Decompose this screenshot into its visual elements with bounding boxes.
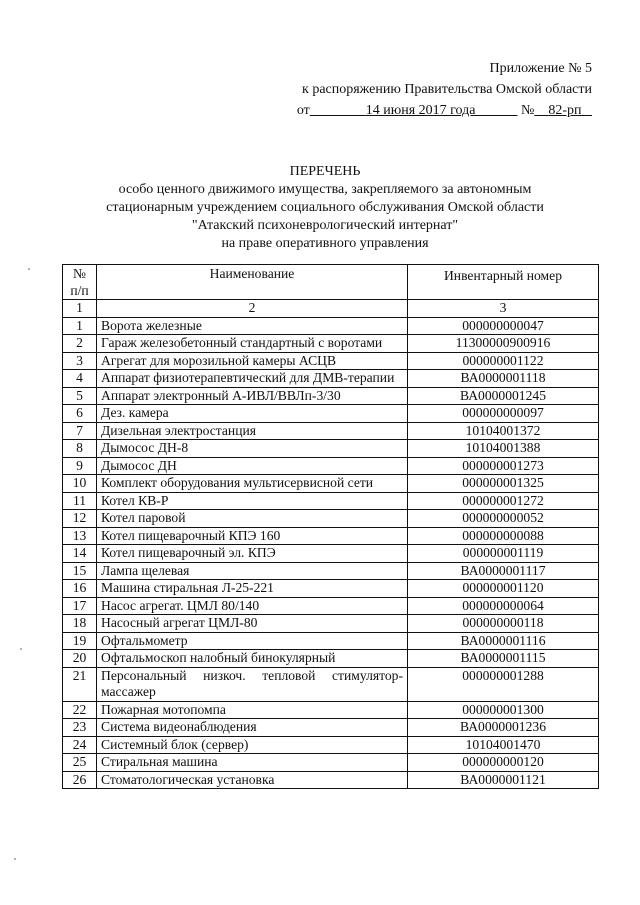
appendix-reference: к распоряжению Правительства Омской области (302, 82, 592, 97)
index-cell-1: 1 (63, 300, 97, 318)
row-number: 24 (63, 736, 97, 754)
row-number: 10 (63, 475, 97, 493)
row-number: 26 (63, 771, 97, 789)
inventory-table (62, 264, 599, 789)
row-name: Лампа щелевая (97, 562, 408, 580)
row-inventory-number: 000000001273 (408, 457, 599, 475)
row-name: Котел паровой (97, 510, 408, 528)
title-line-3: "Атакский психоневрологический интернат" (191, 218, 459, 233)
appendix-date-value: 14 июня 2017 года (365, 103, 476, 118)
row-name: Гараж железобетонный стандартный с воротами (97, 335, 408, 353)
row-inventory-number: 000000001119 (408, 545, 599, 563)
appendix-number-label: № (520, 103, 535, 118)
row-inventory-number: 10104001372 (408, 422, 599, 440)
row-name: Агрегат для морозильной камеры АСЦВ (97, 352, 408, 370)
row-number: 22 (63, 701, 97, 719)
row-number: 4 (63, 370, 97, 388)
row-number: 20 (63, 650, 97, 668)
appendix-date-line (297, 100, 592, 121)
row-name: Дизельная электростанция (97, 422, 408, 440)
appendix-number-value: 82-рп (548, 103, 582, 118)
table-row (63, 701, 599, 719)
row-inventory-number: 000000000052 (408, 510, 599, 528)
row-name: Дымосос ДН (97, 457, 408, 475)
row-inventory-number: ВА0000001118 (408, 370, 599, 388)
appendix-number (534, 103, 592, 118)
title-line-2: стационарным учреждением социального обслуживания Омской области (106, 200, 544, 215)
row-number: 15 (63, 562, 97, 580)
row-number: 5 (63, 387, 97, 405)
row-number: 7 (63, 422, 97, 440)
table-row (63, 597, 599, 615)
appendix-date (310, 103, 518, 118)
row-inventory-number: 000000001272 (408, 492, 599, 510)
row-name: Персональный низкоч. тепловой стимулятор-массажер (97, 667, 408, 701)
row-name: Офтальмометр (97, 632, 408, 650)
table-row (63, 352, 599, 370)
row-name: Котел КВ-Р (97, 492, 408, 510)
header-name: Наименование (97, 265, 408, 300)
table-row (63, 580, 599, 598)
row-inventory-number: 000000000088 (408, 527, 599, 545)
row-number: 3 (63, 352, 97, 370)
index-cell-2: 2 (97, 300, 408, 318)
table-header-row (63, 265, 599, 300)
row-inventory-number: 000000000118 (408, 615, 599, 633)
row-inventory-number: ВА0000001115 (408, 650, 599, 668)
header-number-line-1: № (73, 266, 86, 281)
row-number: 25 (63, 754, 97, 772)
table-index-row (63, 300, 599, 318)
row-name: Насосный агрегат ЦМЛ-80 (97, 615, 408, 633)
row-number: 23 (63, 719, 97, 737)
header-number (63, 265, 97, 300)
table-row (63, 492, 599, 510)
table-row (63, 387, 599, 405)
row-inventory-number: ВА0000001236 (408, 719, 599, 737)
row-name: Стиральная машина (97, 754, 408, 772)
table-row (63, 754, 599, 772)
row-inventory-number: 10104001470 (408, 736, 599, 754)
index-cell-3: 3 (408, 300, 599, 318)
table-row (63, 335, 599, 353)
table-row (63, 405, 599, 423)
table-row (63, 650, 599, 668)
table-row (63, 632, 599, 650)
row-inventory-number: 000000000097 (408, 405, 599, 423)
row-number: 2 (63, 335, 97, 353)
table-row (63, 440, 599, 458)
row-inventory-number: 000000001120 (408, 580, 599, 598)
row-inventory-number: 000000000047 (408, 317, 599, 335)
scan-speck (20, 648, 22, 650)
row-name: Системный блок (сервер) (97, 736, 408, 754)
row-name: Комплект оборудования мультисервисной сети (97, 475, 408, 493)
row-number: 11 (63, 492, 97, 510)
row-inventory-number: ВА0000001245 (408, 387, 599, 405)
row-name: Дез. камера (97, 405, 408, 423)
table-body (63, 317, 599, 789)
table-row (63, 771, 599, 789)
table-row (63, 615, 599, 633)
row-inventory-number: ВА0000001116 (408, 632, 599, 650)
row-number: 8 (63, 440, 97, 458)
row-inventory-number: 000000001325 (408, 475, 599, 493)
row-name: Система видеонаблюдения (97, 719, 408, 737)
table-row (63, 562, 599, 580)
row-name: Котел пищеварочный эл. КПЭ (97, 545, 408, 563)
row-number: 6 (63, 405, 97, 423)
row-inventory-number: 000000001122 (408, 352, 599, 370)
row-name: Пожарная мотопомпа (97, 701, 408, 719)
row-inventory-number: 000000001288 (408, 667, 599, 701)
row-name: Насос агрегат. ЦМЛ 80/140 (97, 597, 408, 615)
row-name: Аппарат физиотерапевтический для ДМВ-терапии (97, 370, 408, 388)
appendix-title: Приложение № 5 (489, 61, 592, 76)
table-row (63, 510, 599, 528)
row-name: Дымосос ДН-8 (97, 440, 408, 458)
header-number-line-2: п/п (70, 283, 89, 298)
row-number: 12 (63, 510, 97, 528)
table-row (63, 317, 599, 335)
row-name: Ворота железные (97, 317, 408, 335)
row-name: Котел пищеварочный КПЭ 160 (97, 527, 408, 545)
row-number: 13 (63, 527, 97, 545)
table-row (63, 545, 599, 563)
row-inventory-number: 11300000900916 (408, 335, 599, 353)
title-line-1: особо ценного движимого имущества, закрепляемого за автономным (118, 182, 532, 197)
row-inventory-number: 000000000064 (408, 597, 599, 615)
scan-speck (14, 858, 16, 860)
appendix-from-label: от (296, 103, 310, 118)
row-number: 9 (63, 457, 97, 475)
row-inventory-number: ВА0000001117 (408, 562, 599, 580)
title-line-4: на праве оперативного управления (221, 236, 429, 251)
row-inventory-number: 000000000120 (408, 754, 599, 772)
header-inventory-number: Инвентарный номер (408, 265, 599, 300)
row-name: Машина стиральная Л-25-221 (97, 580, 408, 598)
row-inventory-number: 000000001300 (408, 701, 599, 719)
table-row (63, 370, 599, 388)
row-number: 18 (63, 615, 97, 633)
table-row (63, 667, 599, 701)
title-heading: ПЕРЕЧЕНЬ (289, 164, 361, 179)
document-title (60, 163, 590, 253)
row-name: Стоматологическая установка (97, 771, 408, 789)
row-inventory-number: ВА0000001121 (408, 771, 599, 789)
row-number: 19 (63, 632, 97, 650)
table-row (63, 736, 599, 754)
row-number: 17 (63, 597, 97, 615)
table-row (63, 422, 599, 440)
table-row (63, 475, 599, 493)
table-row (63, 457, 599, 475)
row-number: 1 (63, 317, 97, 335)
table-row (63, 527, 599, 545)
appendix-block (297, 58, 592, 121)
table-row (63, 719, 599, 737)
row-name: Аппарат электронный А-ИВЛ/ВВЛп-3/30 (97, 387, 408, 405)
row-number: 14 (63, 545, 97, 563)
row-number: 21 (63, 667, 97, 701)
row-number: 16 (63, 580, 97, 598)
row-name: Офтальмоскоп налобный бинокулярный (97, 650, 408, 668)
scan-speck (28, 268, 30, 270)
row-inventory-number: 10104001388 (408, 440, 599, 458)
